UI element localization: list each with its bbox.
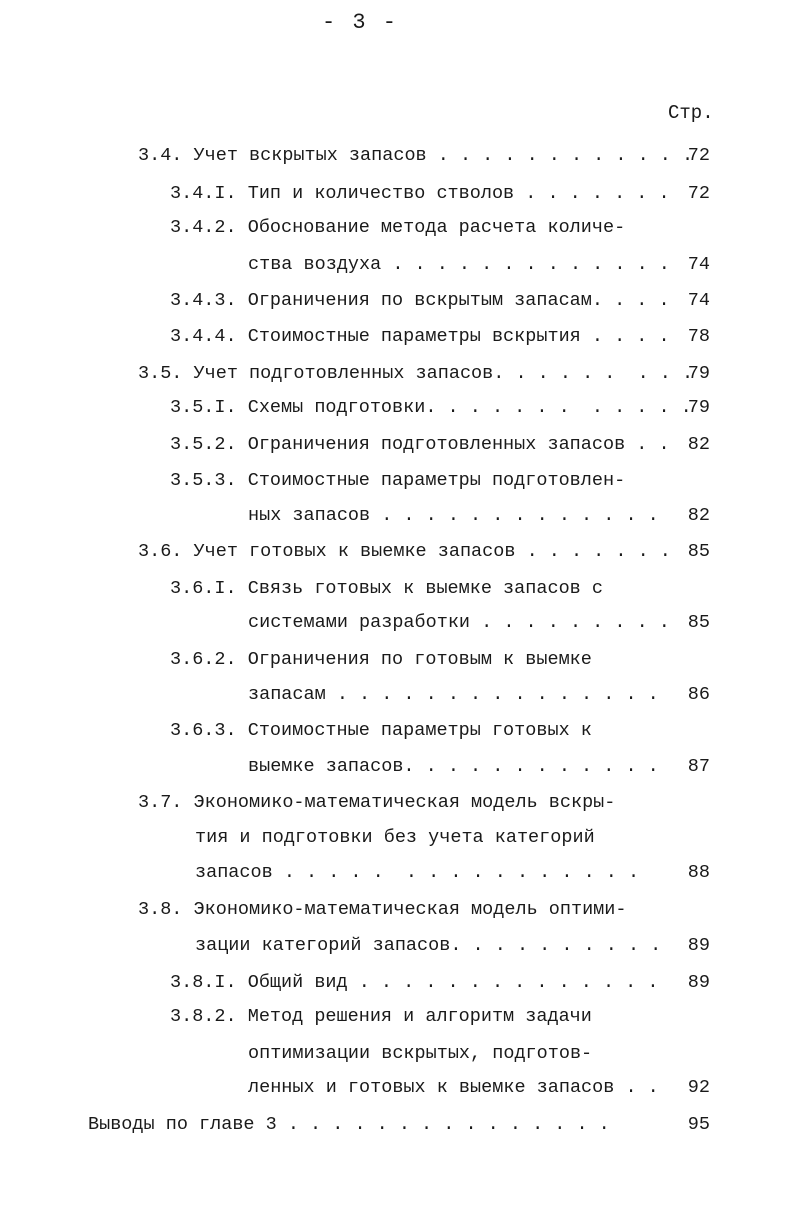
toc-entry <box>0 326 799 356</box>
toc-entry-title: 3.5.I. Схемы подготовки. . . . . . . . . . . . <box>170 397 692 418</box>
toc-entry <box>0 145 799 175</box>
toc-entry-page: 82 <box>687 505 710 526</box>
toc-entry-title: 3.8.I. Общий вид . . . . . . . . . . . . . . <box>170 972 659 993</box>
toc-entry-title: 3.8. Экономико-математическая модель оптими- <box>138 899 627 920</box>
page-column-label: Стр. <box>668 102 714 124</box>
toc-entry-page: 72 <box>687 145 710 166</box>
toc-entry-page: 74 <box>687 290 710 311</box>
toc-entry <box>0 756 799 786</box>
toc-entry-title: запасам . . . . . . . . . . . . . . . <box>248 684 659 705</box>
toc-entry <box>0 434 799 464</box>
toc-entry-title: 3.7. Экономико-математическая модель вскры- <box>138 792 616 813</box>
toc-entry <box>0 363 799 393</box>
toc-entry <box>0 470 799 500</box>
toc-entry <box>0 684 799 714</box>
toc-entry <box>0 217 799 247</box>
toc-entry <box>0 827 799 857</box>
toc-entry-page: 87 <box>687 756 710 777</box>
toc-entry-title: 3.6.3. Стоимостные параметры готовых к <box>170 720 592 741</box>
toc-entry-title: запасов . . . . . . . . . . . . . . . . <box>195 862 640 883</box>
toc-entry <box>0 541 799 571</box>
toc-entry-title: 3.8.2. Метод решения и алгоритм задачи <box>170 1006 592 1027</box>
page-number: - 3 - <box>321 10 398 35</box>
toc-entry-page: 82 <box>687 434 710 455</box>
toc-entry-title: Выводы по главе 3 . . . . . . . . . . . . . . . <box>88 1114 610 1135</box>
toc-entry <box>0 649 799 679</box>
toc-entry-title: зации категорий запасов. . . . . . . . . . <box>195 935 662 956</box>
toc-entry-page: 89 <box>687 972 710 993</box>
toc-entry-title: 3.6.I. Связь готовых к выемке запасов с <box>170 578 603 599</box>
toc-entry-page: 88 <box>687 862 710 883</box>
toc-entry <box>0 612 799 642</box>
toc-entry-page: 92 <box>687 1077 710 1098</box>
toc-entry-title: 3.4.4. Стоимостные параметры вскрытия . . . . <box>170 326 670 347</box>
toc-entry <box>0 1043 799 1073</box>
toc-entry-page: 86 <box>687 684 710 705</box>
toc-entry <box>0 899 799 929</box>
toc-entry-page: 79 <box>687 397 710 418</box>
toc-entry-title: 3.4. Учет вскрытых запасов . . . . . . . . . . . . <box>138 145 694 166</box>
toc-entry-title: 3.4.3. Ограничения по вскрытым запасам. . . . <box>170 290 670 311</box>
toc-entry-title: 3.6. Учет готовых к выемке запасов . . . . . . . <box>138 541 671 562</box>
toc-entry-page: 95 <box>687 1114 710 1135</box>
toc-entry-title: тия и подготовки без учета категорий <box>195 827 595 848</box>
toc-entry-page: 89 <box>687 935 710 956</box>
toc-entry <box>0 1006 799 1036</box>
toc-entry <box>0 397 799 427</box>
toc-entry <box>0 862 799 892</box>
toc-entry <box>0 1077 799 1107</box>
toc-entry-title: ства воздуха . . . . . . . . . . . . . <box>248 254 670 275</box>
toc-entry-title: системами разработки . . . . . . . . . <box>248 612 670 633</box>
toc-entry-page: 85 <box>687 541 710 562</box>
toc-entry <box>0 792 799 822</box>
toc-entry <box>0 578 799 608</box>
toc-entry <box>0 720 799 750</box>
toc-entry-title: ленных и готовых к выемке запасов . . <box>248 1077 659 1098</box>
toc-entry <box>0 1114 799 1144</box>
toc-entry-page: 74 <box>687 254 710 275</box>
toc-entry-title: ных запасов . . . . . . . . . . . . . <box>248 505 659 526</box>
toc-entry-title: 3.4.I. Тип и количество стволов . . . . . . . <box>170 183 670 204</box>
toc-entry-title: выемке запасов. . . . . . . . . . . . <box>248 756 659 777</box>
toc-entry-title: 3.5. Учет подготовленных запасов. . . . . . . . . <box>138 363 694 384</box>
toc-entry <box>0 972 799 1002</box>
toc-entry-page: 78 <box>687 326 710 347</box>
toc-entry-page: 72 <box>687 183 710 204</box>
toc-entry-title: 3.6.2. Ограничения по готовым к выемке <box>170 649 592 670</box>
toc-entry-page: 79 <box>687 363 710 384</box>
toc-entry-title: 3.5.2. Ограничения подготовленных запасов . . <box>170 434 670 455</box>
toc-entry-title: оптимизации вскрытых, подготов- <box>248 1043 593 1064</box>
toc-entry-page: 85 <box>687 612 710 633</box>
toc-entry-title: 3.4.2. Обоснование метода расчета количе- <box>170 217 626 238</box>
toc-entry <box>0 935 799 965</box>
toc-entry <box>0 254 799 284</box>
toc-entry <box>0 183 799 213</box>
toc-entry-title: 3.5.3. Стоимостные параметры подготовлен- <box>170 470 626 491</box>
toc-entry <box>0 505 799 535</box>
toc-entry <box>0 290 799 320</box>
